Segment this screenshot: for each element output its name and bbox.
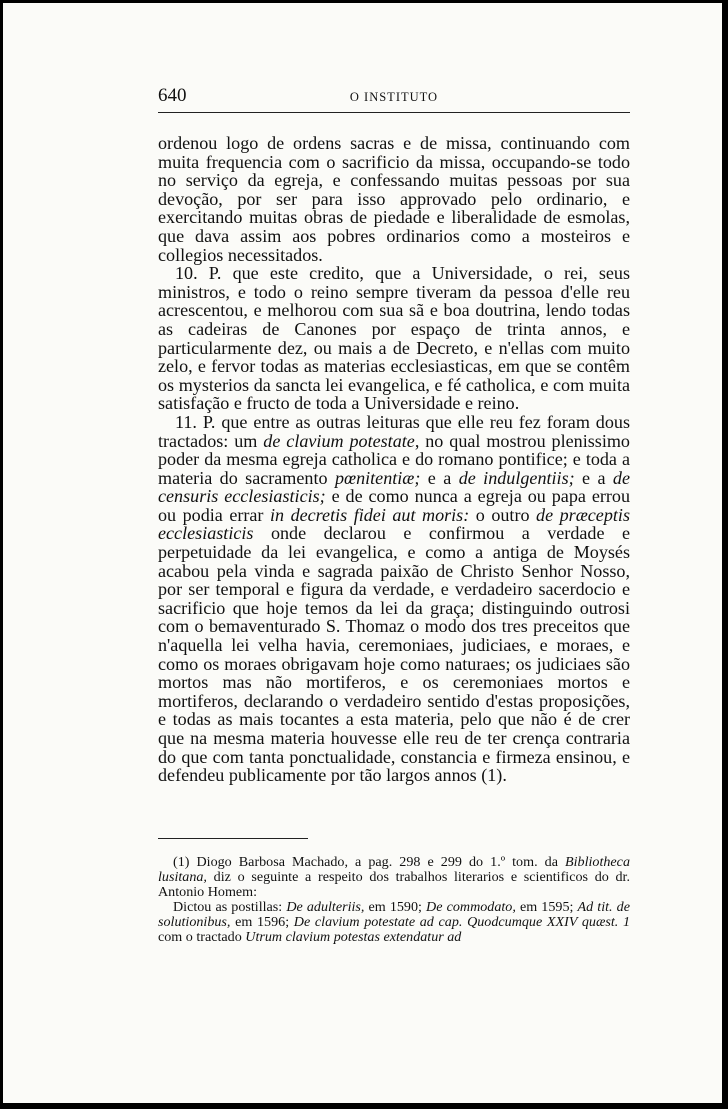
text-run: em 1596; [230, 914, 294, 930]
italic-run: de indulgentiis; [458, 467, 575, 488]
paragraph-continued: ordenou logo de ordens sacras e de missa, continuando com muita frequencia com o sacrificio da missa, occupando-se todo no serviço da egreja, e confessando muitas pessoas por sua devoção, por ser para isso approvado pelo ordinario, e exercitando muitas obras de piedade e liberalidade de esmolas, que dava assim aos pobres ordinarios como a mosteiros e collegios necessitados. [158, 133, 630, 265]
running-title: O INSTITUTO [349, 90, 439, 104]
text-run: o outro [469, 504, 537, 525]
italic-run: de clavium potestate [263, 430, 415, 451]
page-header [158, 85, 630, 107]
text-run: onde declarou e confirmou a verdade e perpetuidade da lei evangelica, e como a antiga de Moysés acabou pela vinda e sagrada paixão de Christo Senhor Nosso, por ser temporal e figura da verdade, e verdadeiro sacerdocio e sacrificio que hoje temos da lei da graça; distinguindo outrosi com o bemaventurado S. Thomaz o modo dos tres preceitos que n'aquella lei velha havia, ceremoniaes, judiciaes, e moraes, e como os moraes obrigavam hoje como naturaes; os judiciaes são mortos mas não mortiferos, e os ceremoniaes mortos e mortiferos, declarando o verdadeiro sentido d'estas proposições, e todas as mais tocantes a esta materia, pelo que não é de crer que na mesma materia houvesse elle reu de ter crença contraria do que com tanta ponctualidade, constancia e firmeza ensinou, e defendeu publicamente por tão largos annos (1). [158, 523, 630, 786]
text-run: 11. P. que entre as outras leituras que elle reu fez foram dous tractados: um [158, 411, 630, 451]
italic-run: Utrum clavium potestas extendatur ad [245, 929, 462, 945]
main-text [158, 134, 630, 785]
text-run: e a [574, 467, 613, 488]
italic-run: Ad tit. de solutionibus, [158, 899, 630, 930]
italic-run: De clavium potestate ad cap. Quodcumque XXIV quæst. 1 [293, 914, 630, 930]
text-run: Dictou as postillas: [173, 899, 287, 915]
italic-run: pœnitentiæ; [334, 467, 421, 488]
text-run: diz o seguinte a respeito dos trabalhos literarios e scientificos do dr. Antonio Homem: [158, 869, 630, 900]
italic-run: De adulteriis, [286, 899, 365, 915]
text-run: e a [420, 467, 459, 488]
text-run: com o tractado [158, 929, 246, 945]
book-page [3, 3, 722, 1103]
footnote-1 [158, 855, 630, 900]
text-run: em 1590; [364, 899, 427, 915]
italic-run: de præceptis ecclesiasticis [158, 504, 630, 544]
footnote-rule [158, 838, 308, 839]
footnotes [158, 855, 630, 945]
text-run: , no qual mostrou plenissimo poder da mesma egreja catholica e do romano pontifice; e toda a materia do sacramento [158, 430, 630, 488]
header-rule [158, 112, 630, 113]
text-run: (1) Diogo Barbosa Machado, a pag. 298 e 299 do 1.º tom. da [173, 854, 566, 870]
text-run: e de como nunca a egreja ou papa errou ou podia errar [158, 486, 630, 525]
paragraph-11 [158, 413, 630, 785]
italic-run: de censuris ecclesiasticis; [158, 467, 630, 507]
italic-run: Bibliotheca lusitana, [158, 854, 630, 885]
footnote-1-continued [158, 900, 630, 945]
italic-run: De commodato, [426, 899, 516, 915]
page-number: 640 [158, 85, 187, 106]
italic-run: in decretis fidei aut moris: [269, 504, 470, 525]
paragraph-10: 10. P. que este credito, que a Universidade, o rei, seus ministros, e todo o reino sempre tiveram da pessoa d'elle reu acrescentou, e melhorou com sua sã e boa doutrina, lendo todas as cadeiras de Canones por espaço de trinta annos, e particularmente dez, ou mais a de Decreto, e n'ellas com muito zelo, e fervor todas as materias ecclesiasticas, em que se contêm os mysterios da sancta lei evangelica, e fé catholica, e com muita satisfação e fructo de toda a Universidade e reino. [158, 263, 630, 414]
text-run: em 1595; [515, 899, 578, 915]
